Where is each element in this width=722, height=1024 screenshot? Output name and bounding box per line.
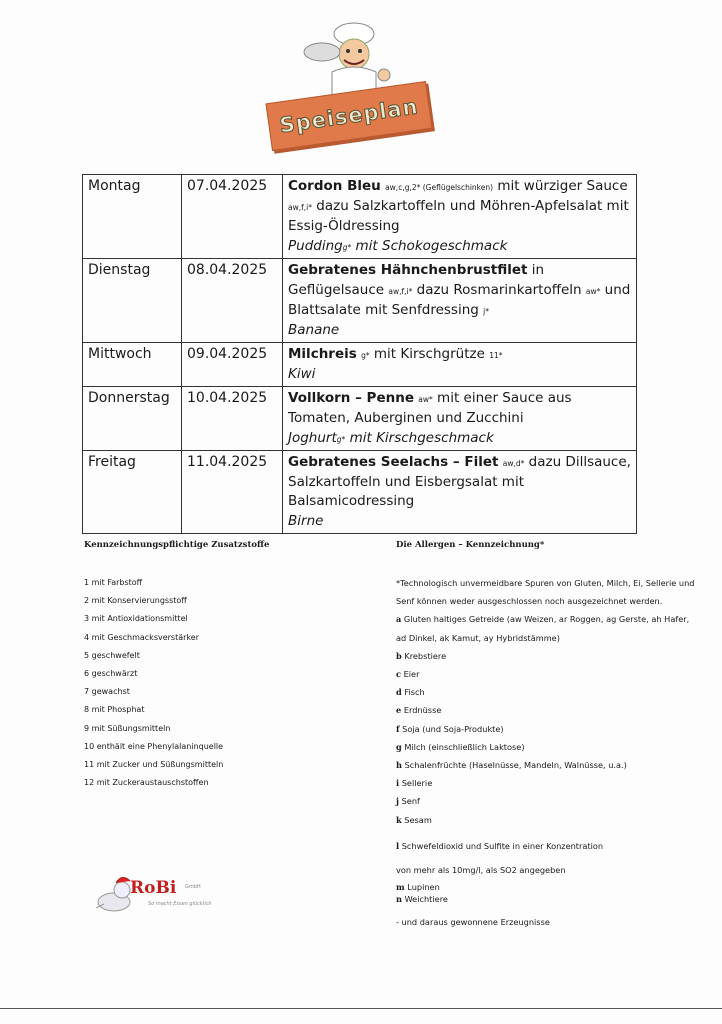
allergen-code: 11* [489, 351, 503, 360]
dessert-name: Joghurt [288, 430, 337, 446]
list-item: 3 mit Antioxidationsmittel [84, 614, 188, 624]
dessert-name: Birne [288, 513, 324, 529]
allergen-code: aw* [585, 287, 601, 296]
dish-text: mit Kirschgrütze [369, 346, 490, 362]
allergens-list [396, 610, 696, 828]
allergen-code: j* [483, 307, 489, 316]
dish-text: dazu Rosmarinkartoffeln [412, 282, 586, 298]
list-item: 9 mit Süßungsmitteln [84, 723, 171, 733]
allergen-text: Krebstiere [404, 650, 447, 661]
dish-cell [283, 175, 637, 259]
allergen-key: c [396, 669, 401, 680]
allergen-code: aw,f,i* [288, 203, 312, 212]
list-item: 6 geschwärzt [84, 668, 138, 678]
allergen-key: a [396, 614, 402, 625]
day-cell: Donnerstag [83, 387, 182, 451]
allergens-footer: - und daraus gewonnene Erzeugnisse [396, 917, 550, 928]
dessert-name: Kiwi [288, 366, 316, 382]
allergen-text: Sellerie [401, 778, 433, 789]
list-item [396, 738, 696, 756]
dish-name: Cordon Bleu [288, 178, 381, 194]
dessert [288, 512, 631, 532]
dish-text: in Geflügelsauce [288, 262, 545, 298]
dessert-text: mit Kirschgeschmack [345, 430, 494, 446]
dish-name: Milchreis [288, 346, 357, 362]
dessert [288, 365, 631, 385]
allergen-text: Schwefeldioxid und Sulfite in einer Konzentration [401, 840, 604, 851]
allergen-item-l-cont: von mehr als 10mg/l, als SO2 angegeben [396, 865, 566, 876]
list-item [396, 792, 696, 810]
allergen-text: Erdnüsse [403, 705, 442, 716]
dish-text: mit würziger Sauce [493, 178, 628, 194]
allergen-code: g* [336, 435, 346, 444]
dish-cell [283, 451, 637, 534]
allergen-text: Lupinen [407, 882, 440, 893]
list-item [396, 811, 696, 829]
divider [0, 1008, 722, 1009]
list-item [396, 774, 696, 792]
allergens-section [396, 540, 696, 931]
list-item [396, 647, 696, 665]
allergen-text: Fisch [404, 687, 425, 698]
allergen-key: i [396, 778, 400, 789]
dessert [288, 429, 631, 449]
allergen-key: m [396, 882, 405, 893]
list-item: 7 gewachst [84, 687, 130, 697]
dessert [288, 237, 631, 257]
allergen-text: Senf [401, 796, 420, 807]
allergen-text: Soja (und Soja-Produkte) [402, 723, 504, 734]
table-row [83, 387, 637, 451]
day-cell: Dienstag [83, 259, 182, 343]
dish-name: Gebratenes Hähnchenbrustfilet [288, 262, 528, 278]
list-item: 8 mit Phosphat [84, 705, 145, 715]
allergen-key: d [396, 687, 402, 698]
allergen-code: g* [361, 351, 370, 360]
list-item [396, 610, 696, 646]
date-cell: 07.04.2025 [182, 175, 283, 259]
date-cell: 11.04.2025 [182, 451, 283, 534]
list-item: 2 mit Konservierungsstoff [84, 596, 187, 606]
allergen-item-l [396, 837, 696, 855]
page-title: Speiseplan [278, 94, 420, 138]
allergen-key: j [396, 796, 399, 807]
list-item [396, 665, 696, 683]
menu-table [82, 174, 637, 534]
list-item [396, 720, 696, 738]
list-item: 4 mit Geschmacksverstärker [84, 632, 199, 642]
list-item [396, 683, 696, 701]
logo-suffix: GmbH [185, 884, 201, 890]
allergen-text: Weichtiere [404, 894, 448, 905]
dish-cell [283, 343, 637, 387]
allergen-code: aw,c,g,2* (Geflügelschinken) [385, 183, 494, 192]
date-cell: 08.04.2025 [182, 259, 283, 343]
list-item: 10 enthält eine Phenylalaninquelle [84, 741, 224, 751]
list-item [396, 701, 696, 719]
logo-name: RoBi [130, 878, 177, 898]
table-row [83, 259, 637, 343]
logo-slogan: So macht Essen glücklich [148, 901, 212, 907]
allergen-code: aw,d* [502, 459, 525, 468]
allergen-key: b [396, 650, 402, 661]
additives-section [84, 540, 344, 796]
allergens-intro: *Technologisch unvermeidbare Spuren von Gluten, Milch, Ei, Sellerie und Senf können weder ausgeschlossen noch ausgezeichnet werden. [396, 578, 695, 607]
allergen-text: Gluten haltiges Getreide (aw Weizen, ar Roggen, ag Gerste, ah Hafer, ad Dinkel, ak Kamut, ay Hybridstämme) [396, 614, 690, 643]
allergen-code: g* [342, 243, 352, 252]
allergen-code: aw* [418, 395, 433, 404]
allergen-key: h [396, 760, 402, 771]
day-cell: Montag [83, 175, 182, 259]
dish-text: dazu Dillsauce, Salzkartoffeln und Eisbergsalat mit Balsamicodressing [288, 454, 631, 509]
allergen-text: Eier [403, 669, 420, 680]
dish-name: Vollkorn – Penne [288, 390, 414, 406]
list-item: 11 mit Zucker und Süßungsmitteln [84, 759, 224, 769]
date-cell: 09.04.2025 [182, 343, 283, 387]
list-item: 5 geschwefelt [84, 650, 140, 660]
table-row [83, 175, 637, 259]
additives-list [84, 578, 344, 796]
allergen-item-m [396, 881, 696, 893]
date-cell: 10.04.2025 [182, 387, 283, 451]
allergen-key: l [396, 840, 400, 851]
list-item: 1 mit Farbstoff [84, 578, 143, 587]
dish-cell [283, 259, 637, 343]
dish-cell [283, 387, 637, 451]
additives-title: Kennzeichnungspflichtige Zusatzstoffe [84, 540, 270, 550]
allergen-key: e [396, 705, 402, 716]
table-row [83, 451, 637, 534]
allergen-key: k [396, 814, 402, 825]
allergen-text: Schalenfrüchte (Haselnüsse, Mandeln, Walnüsse, u.a.) [404, 760, 627, 771]
dessert-name: Pudding [288, 238, 343, 254]
allergen-key: g [396, 741, 402, 752]
allergen-key: n [396, 894, 402, 905]
dessert [288, 321, 631, 341]
allergen-text: Milch (einschließlich Laktose) [404, 741, 525, 752]
list-item: 12 mit Zuckeraustauschstoffen [84, 778, 209, 788]
allergen-code: aw,f,i* [388, 287, 413, 296]
allergen-text: Sesam [404, 814, 432, 825]
day-cell: Freitag [83, 451, 182, 534]
dish-name: Gebratenes Seelachs – Filet [288, 454, 499, 470]
allergens-title: Die Allergen – Kennzeichnung* [396, 540, 545, 550]
dessert-name: Banane [288, 322, 340, 338]
allergen-item-n [396, 893, 696, 905]
day-cell: Mittwoch [83, 343, 182, 387]
dish-text: dazu Salzkartoffeln und Möhren-Apfelsalat mit Essig-Öldressing [288, 198, 629, 234]
dish-text: und Blattsalate mit Senfdressing [288, 282, 631, 318]
dessert-text: mit Schokogeschmack [351, 238, 508, 254]
allergen-key: f [396, 723, 400, 734]
list-item [396, 756, 696, 774]
table-row [83, 343, 637, 387]
dish-text: mit einer Sauce aus Tomaten, Auberginen und Zucchini [288, 390, 572, 426]
